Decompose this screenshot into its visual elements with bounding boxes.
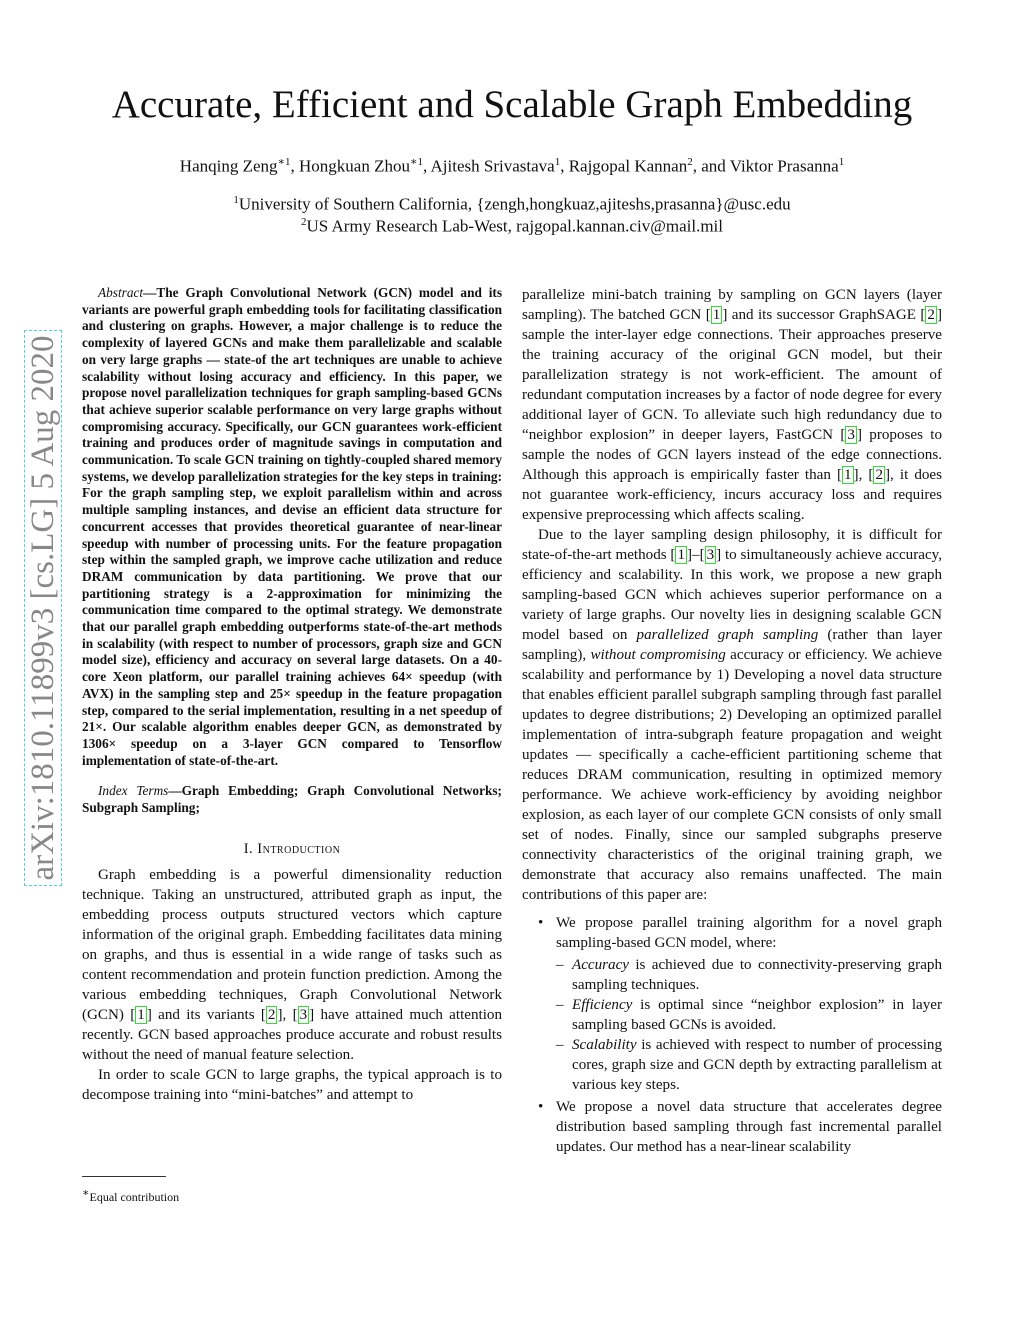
- affiliation-marker: 2: [300, 216, 307, 228]
- citation-link[interactable]: 2: [875, 467, 883, 483]
- abstract-text: —The Graph Convolutional Network (GCN) model and its variants are powerful graph embedding tools for facilitating classification and clustering on graphs. However, a major challenge is to reduce the complexity of layered GCNs and make them parallelizable and scalable on very large graphs — state-of the art techniques are unable to achieve scalability without losing accuracy and efficiency. In this paper, we propose novel parallelization techniques for graph sampling-based GCNs that achieve superior scalable performance on very large graphs without compromising accuracy. Specifically, our GCN guarantees work-efficient training and produces order of magnitude savings in computation and communication. To scale GCN training on tightly-coupled shared memory systems, we develop parallelization strategies for the key steps in training: For the graph sampling step, we exploit parallelism within and across multiple sampling instances, and devise an efficient data structure for concurrent accesses that provides theoretical guarantee of near-linear speedup with number of processing units. For the feature propagation step within the sampled graph, we improve cache utilization and reduce DRAM communication by data partitioning. We prove that our partitioning strategy is a 2-approximation for minimizing the communication time compared to the optimal strategy. We demonstrate that our parallel graph embedding outperforms state-of-the-art methods in scalability (with respect to number of processors, graph size and GCN model size), efficiency and accuracy on several large datasets. On a 40-core Xeon platform, our parallel training achieves 64× speedup (with AVX) in the sampling step and 25× speedup in the feature propagation step, compared to the serial implementation, resulting in a net speedup of 21×. Our scalable algorithm enables deeper GCN, as demonstrated by 1306× speedup on a 3-layer GCN compared to Tensorflow implementation of state-of-the-art.: [82, 285, 502, 768]
- contribution-subitem-text: is achieved with respect to number of processing cores, graph size and GCN depth by extracting parallelism at various key steps.: [572, 1037, 942, 1093]
- paragraph: [82, 1065, 502, 1105]
- index-terms-text: —Graph Embedding; Graph Convolutional Networks; Subgraph Sampling;: [82, 783, 502, 816]
- citation-link[interactable]: 3: [706, 547, 715, 563]
- citation-link[interactable]: 3: [847, 427, 855, 443]
- contributions-list: [522, 913, 942, 1157]
- paragraph: Graph embedding is a powerful dimensionality reduction technique. Taking an unstructured, attributed graph as input, the embedding process outputs structured vectors which capture information of the original graph. Embedding facilitates data mining on graphs, and thus is essential in a wide range of tasks such as content recommendation and protein function prediction. Among the various embedding techniques, Graph Convolutional Network (GCN) [ 1 ] and its variants [ 2 ], [ 3 ] have attained much attention recently. GCN based approaches produce accurate and robust results without the need of manual feature selection.: [82, 866, 502, 1063]
- author-name: Rajgopal Kannan: [568, 156, 688, 176]
- paragraph-text: Graph embedding is a powerful dimensionality reduction technique. Taking an unstructured, attributed graph as input, the embedding process outputs structured vectors which capture information of the original graph. Embedding facilitates data mining on graphs, and thus is essential in a wide range of tasks such as content recommendation and protein function prediction. Among the various embedding techniques, Graph Convolutional Network (GCN): [82, 866, 502, 1023]
- paragraph-text: sample the inter-layer edge connections. Their approaches preserve the training accuracy of the original GCN model, but their parallelization strategy is not work-efficient. The amount of redundant computation increases by a factor of node degree for every additional layer of GCN. To alleviate such high redundancy due to “neighbor explosion” in deeper layers, FastGCN: [522, 327, 942, 443]
- author-affiliation-marker: 1: [838, 156, 845, 168]
- paper-title: Accurate, Efficient and Scalable Graph Embedding: [111, 83, 913, 126]
- arxiv-identifier[interactable]: [23, 303, 63, 913]
- emphasis-text: parallelized graph sampling: [636, 627, 819, 643]
- contribution-subitem-text: is achieved due to connectivity-preserving graph sampling techniques.: [572, 957, 942, 993]
- paragraph-text: ,: [282, 1006, 293, 1023]
- left-body: [82, 865, 502, 1105]
- footnote: [82, 1186, 179, 1205]
- citation-link[interactable]: 2: [927, 307, 935, 323]
- right-body: [522, 285, 942, 905]
- contribution-subitem-term: Efficiency: [572, 997, 633, 1013]
- author-affiliation-marker: ∗1: [409, 156, 423, 168]
- citation-link[interactable]: 1: [843, 467, 852, 483]
- paragraph: parallelize mini-batch training by sampling on GCN layers (layer sampling). The batched GCN [ 1 ] and its successor GraphSAGE [ 2 ] sample the inter-layer edge connections. Their approaches preserve the training accuracy of the original GCN model, but their parallelization strategy is not work-efficient. The amount of redundant computation increases by a factor of node degree for every additional layer of GCN. To alleviate such high redundancy due to “neighbor explosion” in deeper layers, FastGCN [ 3 ] proposes to sample the nodes of GCN layers instead of the edge connections. Although this approach is empirically faster than [ 1 ], [ 2 ], it does not guarantee work-efficiency, incurs accuracy loss and requires expensive preprocessing which affects scaling.: [522, 287, 943, 523]
- contribution-sublist: [556, 955, 942, 1095]
- author-name: Ajitesh Srivastava: [430, 156, 555, 176]
- index-terms-label: Index Terms: [98, 783, 169, 799]
- contribution-subitem-term: Scalability: [572, 1037, 637, 1053]
- footnote-marker: ∗: [82, 1187, 90, 1199]
- section-heading-text: I. Introduction: [243, 840, 341, 857]
- author-name: Hanqing Zeng: [179, 156, 278, 176]
- contribution-subitem: [572, 955, 942, 995]
- affiliation-1: [0, 194, 1024, 215]
- contribution-subitem: [572, 1035, 942, 1095]
- footnote-rule: [82, 1176, 166, 1177]
- arxiv-link[interactable]: arXiv:1810.11899v3 [cs.LG] 5 Aug 2020: [24, 330, 62, 885]
- emphasis-text: without compromising: [590, 647, 726, 663]
- citation-link[interactable]: 2: [267, 1006, 276, 1023]
- index-terms: [82, 783, 502, 816]
- paragraph-text: , it does not guarantee work-efficiency, incurs accuracy loss and requires expensive preprocessing which affects scaling.: [522, 467, 943, 523]
- paragraph-text: ,: [858, 467, 869, 483]
- paragraph: Due to the layer sampling design philosophy, it is difficult for state-of-the-art methods [ 1 ]–[ 3 ] to simultaneously achieve accuracy, efficiency and scalability. In this work, we propose a new graph sampling-based GCN which achieves superior performance on a variety of large graphs. Our novelty lies in designing scalable GCN model based on parallelized graph sampling (rather than layer sampling), without compromising accuracy or efficiency. We achieve scalability and performance by 1) Developing a novel data structure that enables efficient parallel subgraph sampling through fast parallel updates to degree distributions; 2) Developing an optimized parallel implementation of intra-subgraph feature propagation and weight updates — specifically a cache-efficient partitioning scheme that reduces DRAM communication, resulting in optimized memory performance. We achieve work-efficiency by avoiding neighbor explosion, as each layer of our complete GCN consists of only small set of nodes. Finally, since our sampled subgraphs preserve connectivity characteristics of the original training graph, we demonstrate that accuracy also remains unaffected. The main contributions of this paper are:: [522, 527, 942, 903]
- affiliation-text: US Army Research Lab-West, rajgopal.kannan.civ@mail.mil: [306, 216, 723, 236]
- paragraph-text: In order to scale GCN to large graphs, the typical approach is to decompose training into “mini-batches” and attempt to: [82, 1066, 502, 1103]
- author-list: Hanqing Zeng$^{∗1}$, Hongkuan Zhou$^{∗1}$, Ajitesh Srivastava$^1$, Rajgopal Kannan$^2$, and Viktor Prasanna$^1$: [179, 156, 845, 176]
- abstract: [82, 285, 502, 769]
- contribution-item: [556, 913, 942, 1095]
- paragraph-text: and its variants: [151, 1006, 261, 1023]
- author-affiliation-marker: ∗1: [277, 156, 291, 168]
- author-name: Hongkuan Zhou: [299, 156, 410, 176]
- contribution-subitem: [572, 995, 942, 1035]
- citation-link[interactable]: 1: [712, 307, 721, 323]
- author-affiliation-marker: 2: [687, 156, 693, 168]
- affiliation-marker: 1: [233, 194, 239, 206]
- right-column: [522, 285, 942, 1159]
- paragraph-text: have attained much attention recently. GCN based approaches produce accurate and robust results without the need of manual feature selection.: [82, 1006, 502, 1063]
- abstract-label: Abstract: [98, 285, 144, 300]
- citation-link[interactable]: 1: [677, 547, 685, 563]
- paragraph-text: accuracy or efficiency. We achieve scalability and performance by 1) Developing a novel data structure that enables efficient parallel subgraph sampling through fast parallel updates to degree distributions; 2) Developing an optimized parallel implementation of intra-subgraph feature propagation and weight updates — specifically a cache-efficient partitioning scheme that reduces DRAM communication, resulting in optimized memory performance. We achieve work-efficiency by avoiding neighbor explosion, as each layer of our complete GCN consists of only small set of nodes. Finally, since our sampled subgraphs preserve connectivity characteristics of the original training graph, we demonstrate that accuracy also remains unaffected. The main contributions of this paper are:: [522, 647, 942, 903]
- section-heading: [82, 839, 502, 859]
- affiliation-text: University of Southern California, {zengh,hongkuaz,ajiteshs,prasanna}@usc.edu: [238, 194, 791, 214]
- paragraph-text: (rather than layer sampling),: [522, 627, 942, 663]
- paragraph-text: and its successor GraphSAGE: [727, 307, 921, 323]
- author-affiliation-marker: 1: [554, 156, 561, 168]
- contribution-subitem-term: Accuracy: [572, 957, 629, 973]
- author-name: and Viktor Prasanna: [701, 156, 839, 176]
- paragraph-text: proposes to sample the nodes of GCN layers instead of the edge connections. Although this approach is empirically faster than: [522, 427, 942, 483]
- contribution-text: We propose a novel data structure that accelerates degree distribution based sampling through fast incremental parallel updates. Our method has a near-linear scalability: [556, 1099, 942, 1155]
- left-column: [82, 285, 502, 1105]
- footnote-text: Equal contribution: [89, 1190, 180, 1204]
- contribution-subitem-text: is optimal since “neighbor explosion” in layer sampling based GCNs is avoided.: [572, 997, 942, 1033]
- citation-link[interactable]: 3: [299, 1006, 308, 1023]
- paragraph-text: –: [692, 547, 700, 563]
- paragraph-text: to simultaneously achieve accuracy, efficiency and scalability. In this work, we propose a new graph sampling-based GCN which achieves superior performance on a variety of large graphs. Our novelty lies in designing scalable GCN model based on: [522, 547, 942, 643]
- contribution-item: [556, 1097, 942, 1157]
- citation-link[interactable]: 1: [137, 1006, 145, 1023]
- paragraph-text: Due to the layer sampling design philosophy, it is difficult for state-of-the-art methods: [522, 527, 942, 563]
- affiliation-2: [0, 216, 1024, 237]
- paragraph-text: parallelize mini-batch training by sampling on GCN layers (layer sampling). The batched GCN: [522, 287, 942, 323]
- contribution-text: We propose parallel training algorithm for a novel graph sampling-based GCN model, where:: [556, 915, 942, 951]
